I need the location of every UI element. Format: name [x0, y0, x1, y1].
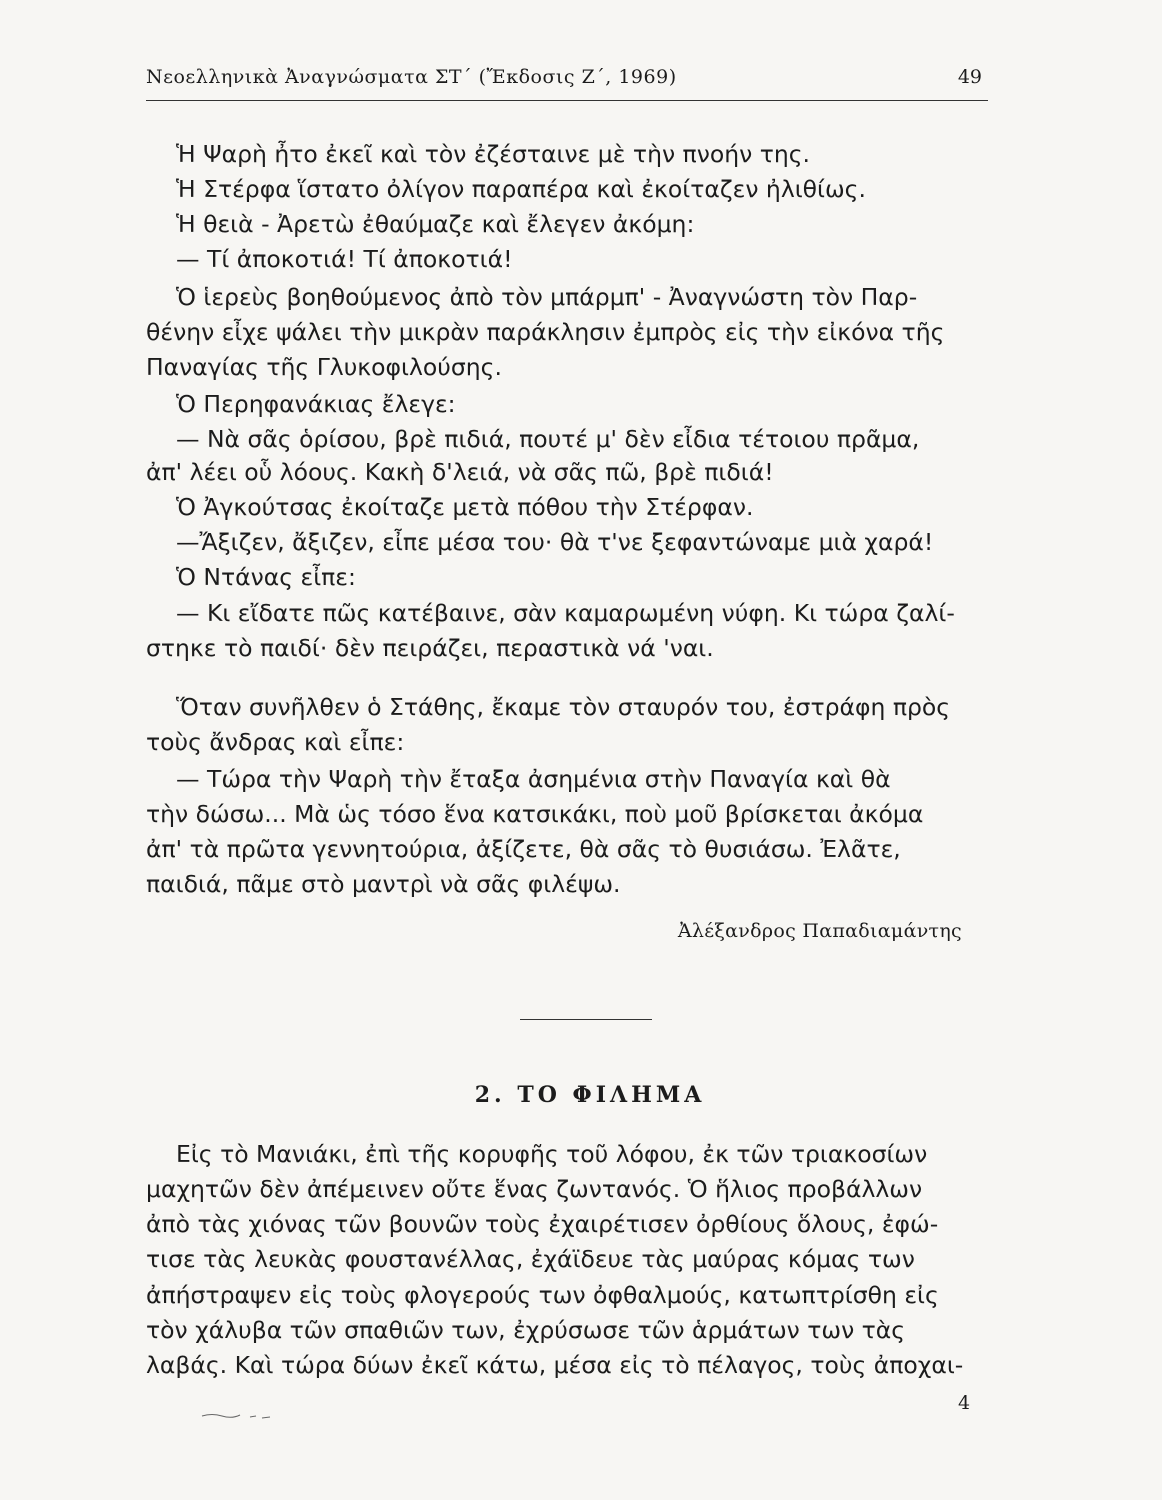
text-line: λαβάς. Καὶ τώρα δύων ἐκεῖ κάτω, μέσα εἰς τὸ πέλαγος, τοὺς ἀποχαι-: [146, 1351, 964, 1379]
text-line: μαχητῶν δὲν ἀπέμεινεν οὔτε ἕνας ζωντανός. Ὁ ἥλιος προβάλλων: [146, 1175, 923, 1203]
text-line: τισε τὰς λευκὰς φουστανέλλας, ἐχάϊδευε τὰς μαύρας κόμας των: [146, 1245, 915, 1273]
text-line: ἀπήστραψεν εἰς τοὺς φλογερούς των ὀφθαλμούς, κατωπτρίσθη εἰς: [146, 1281, 939, 1309]
text-line: Ὁ Ἀγκούτσας ἐκοίταζε μετὰ πόθου τὴν Στέρφαν.: [176, 493, 754, 521]
text-line: ἀπ' τὰ πρῶτα γεννητούρια, ἀξίζετε, θὰ σᾶς τὸ θυσιάσω. Ἐλᾶτε,: [146, 835, 901, 863]
text-line: Ἡ Ψαρὴ ἦτο ἐκεῖ καὶ τὸν ἐζέσταινε μὲ τὴν πνοήν της.: [176, 140, 811, 168]
ink-speck: [200, 1410, 280, 1420]
text-line: Ἡ Στέρφα ἵστατο ὀλίγον παραπέρα καὶ ἐκοίταζεν ἠλιθίως.: [176, 175, 866, 203]
header-title: Νεοελληνικὰ Ἀναγνώσματα ΣΤ΄ (Ἔκδοσις Ζ΄, 1969): [146, 66, 677, 88]
section-title: 2. ΤΟ ΦΙΛΗΜΑ: [474, 1082, 706, 1108]
text-line: Εἰς τὸ Μανιάκι, ἐπὶ τῆς κορυφῆς τοῦ λόφου, ἐκ τῶν τριακοσίων: [176, 1140, 928, 1168]
text-line: Ὁ ἱερεὺς βοηθούμενος ἀπὸ τὸν μπάρμπ' - Ἀναγνώστη τὸν Παρ-: [176, 283, 918, 311]
text-line: —Ἄξιζεν, ἄξιζεν, εἶπε μέσα του· θὰ τ'νε ξεφαντώναμε μιὰ χαρά!: [176, 528, 934, 556]
text-line: Ὁ Ντάνας εἶπε:: [176, 563, 356, 591]
page-number: 49: [957, 66, 982, 88]
text-line: στηκε τὸ παιδί· δὲν πειράζει, περαστικὰ νά 'ναι.: [146, 634, 714, 662]
text-line: τὸν χάλυβα τῶν σπαθιῶν των, ἐχρύσωσε τῶν ἁρμάτων των τὰς: [146, 1316, 906, 1344]
text-line: θένην εἶχε ψάλει τὴν μικρὰν παράκλησιν ἐμπρὸς εἰς τὴν εἰκόνα τῆς: [146, 318, 945, 346]
text-line: Παναγίας τῆς Γλυκοφιλούσης.: [146, 353, 502, 381]
text-line: Ἡ θειὰ - Ἀρετὼ ἐθαύμαζε καὶ ἔλεγεν ἀκόμη:: [176, 210, 695, 238]
running-header: [146, 60, 988, 101]
text-line: παιδιά, πᾶμε στὸ μαντρὶ νὰ σᾶς φιλέψω.: [146, 870, 621, 898]
text-line: ἀπ' λέει οὗ λόους. Κακὴ δ'λειά, νὰ σᾶς πῶ, βρὲ πιδιά!: [146, 458, 774, 486]
sheet-signature-marker: 4: [958, 1392, 971, 1414]
text-line: — Τώρα τὴν Ψαρὴ τὴν ἔταξα ἀσημένια στὴν Παναγία καὶ θὰ: [176, 765, 891, 793]
text-line: — Νὰ σᾶς ὁρίσου, βρὲ πιδιά, πουτέ μ' δὲν εἶδια τέτοιου πρᾶμα,: [176, 425, 920, 453]
text-line: Ὁ Περηφανάκιας ἔλεγε:: [176, 390, 456, 418]
text-line: ἀπὸ τὰς χιόνας τῶν βουνῶν τοὺς ἐχαιρέτισεν ὀρθίους ὅλους, ἐφώ-: [146, 1210, 939, 1238]
author-signature: Ἀλέξανδρος Παπαδιαμάντης: [677, 920, 962, 942]
text-line: — Τί ἀποκοτιά! Τί ἀποκοτιά!: [176, 245, 513, 273]
text-line: τὴν δώσω... Μὰ ὡς τόσο ἕνα κατσικάκι, ποὺ μοῦ βρίσκεται ἀκόμα: [146, 800, 924, 828]
text-line: τοὺς ἄνδρας καὶ εἶπε:: [146, 728, 405, 756]
text-line: — Κι εἴδατε πῶς κατέβαινε, σὰν καμαρωμένη νύφη. Κι τώρα ζαλί-: [176, 599, 955, 627]
text-line: Ὅταν συνῆλθεν ὁ Στάθης, ἔκαμε τὸν σταυρόν του, ἐστράφη πρὸς: [176, 693, 951, 721]
section-divider: [520, 1019, 652, 1020]
